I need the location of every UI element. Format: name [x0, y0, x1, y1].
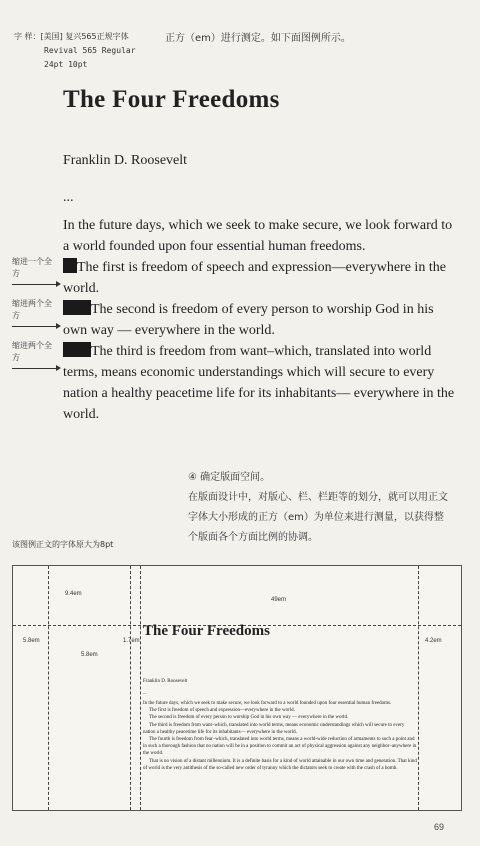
diagram-line: The first is freedom of speech and expression—everywhere in the world.	[149, 708, 295, 714]
diagram-body	[143, 700, 417, 772]
side-note-1: 缩进一个全方	[12, 257, 52, 278]
diagram-line: That is no vision of a distant millennium. It is a definite basis for a kind of world attainable in our own time and generation. That kind of world is the very antithesis of the so-called new order of tyranny which the dictators seek to create with the crash of a bomb.	[143, 758, 417, 771]
dim-top-label: 9.4em	[65, 591, 82, 597]
arrow-head-2	[56, 323, 61, 329]
side-note-3: 缩进两个全方	[12, 341, 52, 362]
arrow-line-1	[12, 284, 56, 285]
specimen-title: The Four Freedoms	[63, 86, 280, 113]
paragraph-first-text: The first is freedom of speech and expression—everywhere in the world.	[63, 260, 446, 296]
specimen-author: Franklin D. Roosevelt	[63, 153, 188, 168]
font-size-spec: 24pt 10pt	[44, 60, 88, 69]
diagram-title: The Four Freedoms	[143, 623, 270, 639]
diagram-line: The fourth is freedom from fear–which, translated into world terms, means a world-wide reduction of armaments to such a point and in such a thorough fashion that no nation will be in a position to commit an act of physical aggression against any neighbor–anywhere in the world.	[143, 737, 417, 757]
paragraph-second-text: The second is freedom of every person to worship God in his own way — everywhere in the world.	[63, 302, 434, 338]
diagram-line: The third is freedom from want–which, translated into world terms, means economic understandings which will secure to every nation a healthy peacetime life for its inhabitants— everywhere in the world.	[143, 722, 405, 735]
arrow-line-3	[12, 368, 56, 369]
diagram-author: Franklin D. Roosevelt	[143, 679, 188, 684]
paragraph-third-text: The third is freedom from want–which, translated into world terms, means economic understandings which will secure to every nation a healthy peacetime life for its inhabitants— everywhere in the world.	[63, 344, 455, 422]
dim-width-label: 49em	[271, 597, 287, 603]
em-indent-block	[63, 342, 91, 357]
diagram-caption: 该图例正文的字体原大为8pt	[12, 540, 114, 549]
specimen-body	[63, 215, 455, 425]
arrow-head-3	[56, 365, 61, 371]
side-note-2: 缩进两个全方	[12, 299, 52, 320]
guide-v-left	[48, 566, 49, 810]
explanation-body: 在版面设计中，对版心、栏、栏距等的划分，就可以用正文字体大小形成的正方（em）为单位来进行测量，以获得整个版面各个方面比例的协调。	[188, 492, 448, 543]
font-name: Revival 565 Regular	[44, 46, 136, 55]
dim-left2-label: 5.8em	[81, 652, 98, 658]
intro-paragraph: In the future days, which we seek to make secure, we look forward to a world founded upon four essential human freedoms.	[63, 218, 453, 254]
dim-right-label: 4.2em	[425, 638, 442, 644]
sample-label: 字 样：[美国] 复兴565正规字体	[14, 32, 129, 41]
em-indent-block	[63, 300, 91, 315]
explanation-heading: ④ 确定版面空间。	[188, 472, 271, 483]
dim-left-label: 5.8em	[23, 638, 40, 644]
guide-v-gutter-left	[130, 566, 131, 810]
diagram-line: The second is freedom of every person to worship God in his own way — everywhere in the world.	[149, 715, 349, 721]
arrow-head-1	[56, 281, 61, 287]
specimen-ellipsis: ...	[63, 190, 74, 205]
paragraph-third	[63, 341, 455, 425]
top-note: 正方（em）进行测定。如下面图例所示。	[165, 33, 351, 44]
layout-diagram	[12, 565, 462, 811]
paragraph-second	[63, 299, 455, 341]
diagram-line: In the future days, which we seek to make secure, we look forward to a world founded upon four essential human freedoms.	[143, 701, 392, 706]
paragraph-first	[63, 257, 455, 299]
dim-gutter-label: 1.7em	[123, 638, 140, 644]
guide-v-gutter-right	[140, 566, 141, 810]
guide-v-right	[418, 566, 419, 810]
em-indent-block	[63, 258, 77, 273]
arrow-line-2	[12, 326, 56, 327]
page-number: 69	[434, 822, 445, 832]
diagram-ellipsis: ...	[143, 691, 147, 696]
